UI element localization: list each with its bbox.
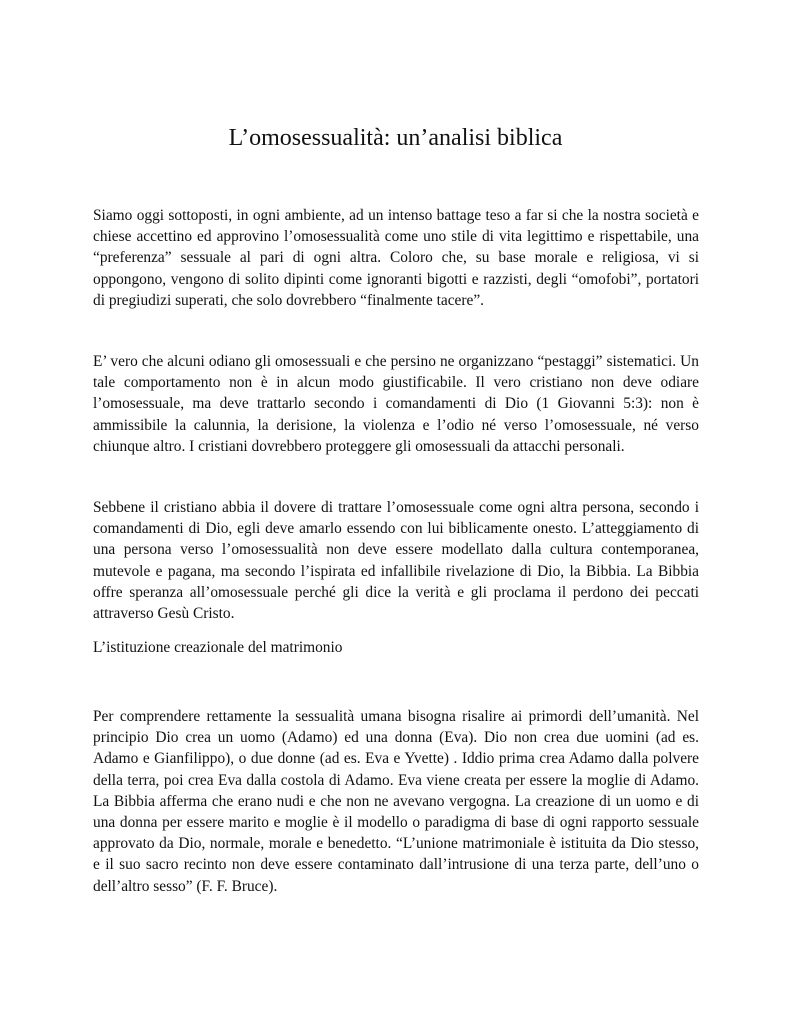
paragraph-creation: Per comprendere rettamente la sessualità umana bisogna risalire ai primordi dell’umanità. Nel principio Dio crea un uomo (Adamo) ed una donna (Eva). Dio non crea due uomini (ad es. Adamo e Gianfilippo), o due donne (ad es. Eva e Yvette) . Iddio prima crea Adamo dalla polvere della terra, poi crea Eva dalla costola di Adamo. Eva viene creata per essere la moglie di Adamo. La Bibbia afferma che erano nudi e che non ne avevano vergogna. La creazione di un uomo e di una donna per essere marito e moglie è il modello o paradigma di base di ogni rapporto sessuale approvato da Dio, normale, morale e benedetto. “L’unione matrimoniale è istituita da Dio stesso, e il suo sacro recinto non deve essere contaminato dall’intrusione di una terza parte, dell’uno o dell’altro sesso” (F. F. Bruce).	[93, 708, 699, 895]
paragraph-intro: Siamo oggi sottoposti, in ogni ambiente, ad un intenso battage teso a far si che la nostra società e chiese accettino ed approvino l’omosessualità come uno stile di vita legittimo e rispettabile, una “preferenza” sessuale al pari di ogni altra. Coloro che, su base morale e religiosa, vi si oppongono, vengono di solito dipinti come ignoranti bigotti e razzisti, degli “omofobi”, portatori di pregiudizi superati, che solo dovrebbero “finalmente tacere”.	[93, 207, 699, 309]
section-heading: L’istituzione creazionale del matrimonio	[93, 639, 343, 656]
document-title: L’omosessualità: un’analisi biblica	[228, 125, 563, 151]
paragraph-hatred: E’ vero che alcuni odiano gli omosessuali e che persino ne organizzano “pestaggi” sistematici. Un tale comportamento non è in alcun modo giustificabile. Il vero cristiano non deve odiare l’omosessuale, ma deve trattarlo secondo i comandamenti di Dio (1 Giovanni 5:3): non è ammissibile la calunnia, la derisione, la violenza e l’odio né verso l’omosessuale, né verso chiunque altro. I cristiani dovrebbero proteggere gli omosessuali da attacchi personali.	[93, 353, 699, 455]
paragraph-christian-duty: Sebbene il cristiano abbia il dovere di trattare l’omosessuale come ogni altra persona, secondo i comandamenti di Dio, egli deve amarlo essendo con lui biblicamente onesto. L’atteggiamento di una persona verso l’omosessualità non deve essere modellato dalla cultura contemporanea, mutevole e pagana, ma secondo l’ispirata ed infallibile rivelazione di Dio, la Bibbia. La Bibbia offre speranza all’omosessuale perché gli dice la verità e gli proclama il perdono dei peccati attraverso Gesù Cristo.	[93, 499, 699, 623]
